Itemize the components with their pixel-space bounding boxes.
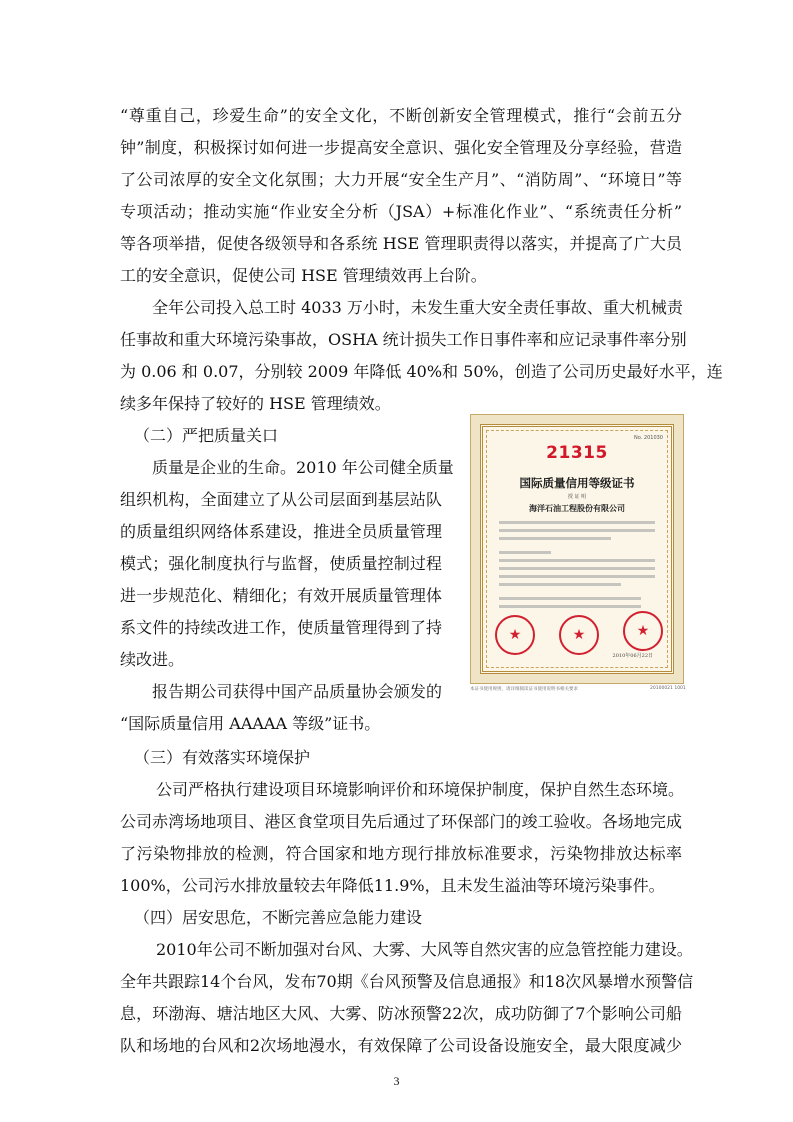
text-line: 为 0.06 和 0.07，分别较 2009 年降低 40%和 50%，创造了公司历史最好水平，连	[120, 362, 723, 381]
certificate-frame	[480, 424, 674, 674]
text-line: 续改进。	[120, 650, 185, 669]
certificate-text-line	[499, 583, 621, 586]
text-line: 100%，公司污水排放量较去年降低11.9%，且未发生溢油等环境污染事件。	[120, 876, 665, 895]
text-line: 2010年公司不断加强对台风、大雾、大风等自然灾害的应急管控能力建设。	[156, 940, 693, 959]
certificate-text-line	[499, 529, 655, 532]
text-line: 进一步规范化、精细化；有效开展质量管理体	[120, 586, 442, 605]
text-line: “国际质量信用 AAAAA 等级”证书。	[120, 714, 381, 733]
certificate-title: 国际质量信用等级证书	[519, 476, 635, 490]
certificate-text-line	[499, 567, 655, 570]
certificate-subtitle: 授 证 明	[567, 494, 587, 500]
certificate-text-line	[499, 597, 641, 600]
text-line: 续多年保持了较好的 HSE 管理绩效。	[120, 394, 391, 413]
text-line: 报告期公司获得中国产品质量协会颁发的	[152, 682, 442, 701]
text-line: “尊重自己，珍爱生命”的安全文化，不断创新安全管理模式，推行“会前五分	[120, 106, 682, 125]
section-heading-environment: （三）有效落实环境保护	[134, 748, 311, 767]
certificate-text-line	[499, 575, 655, 578]
certificate-serial: 20100021 1001	[650, 686, 686, 691]
page-number: 3	[393, 1074, 400, 1088]
certificate-text-line	[499, 551, 551, 554]
text-line: 公司赤湾场地项目、港区食堂项目先后通过了环保部门的竣工验收。各场地完成	[120, 812, 682, 831]
seal-stamp-icon: ★	[623, 611, 663, 651]
text-line: 系文件的持续改进工作，使质量管理得到了持	[120, 618, 442, 637]
seal-stamp-icon: ★	[495, 615, 535, 655]
text-line: 公司严格执行建设项目环境影响评价和环境保护制度，保护自然生态环境。	[156, 780, 685, 799]
section-heading-emergency: （四）居安思危，不断完善应急能力建设	[134, 908, 423, 927]
text-line: 钟”制度，积极探讨如何进一步提高安全意识、强化安全管理及分享经验，营造	[120, 138, 682, 157]
certificate-text-line	[499, 605, 641, 608]
certificate-text-line	[499, 537, 611, 540]
text-line: 息，环渤海、塘沽地区大风、大雾、防冰预警22次，成功防御了7个影响公司船	[120, 1004, 682, 1023]
certificate-text-line	[499, 559, 655, 562]
certificate-company: 海洋石油工程股份有限公司	[529, 503, 625, 513]
text-line: 质量是企业的生命。2010 年公司健全质量	[152, 458, 454, 477]
seal-stamp-icon: ★	[559, 615, 599, 655]
text-line: 全年公司投入总工时 4033 万小时，未发生重大安全责任事故、重大机械责	[152, 298, 683, 317]
quality-certificate-image	[470, 414, 684, 684]
certificate-date: 2010年06月22日	[612, 653, 653, 659]
text-line: 的质量组织网络体系建设，推进全员质量管理	[120, 522, 442, 541]
text-line: 专项活动；推动实施“作业安全分析（JSA）+标准化作业”、“系统责任分析”	[120, 202, 682, 221]
text-line: 工的安全意识，促使公司 HSE 管理绩效再上台阶。	[120, 266, 487, 285]
text-line: 了公司浓厚的安全文化氛围；大力开展“安全生产月”、“消防周”、“环境日”等	[120, 170, 682, 189]
text-line: 等各项举措，促使各级领导和各系统 HSE 管理职责得以落实，并提高了广大员	[120, 234, 682, 253]
certificate-logo: 21315	[546, 443, 608, 463]
text-line: 队和场地的台风和2次场地漫水，有效保障了公司设备设施安全，最大限度减少	[120, 1036, 682, 1055]
text-line: 任事故和重大环境污染事故，OSHA 统计损失工作日事件率和应记录事件率分别	[120, 330, 687, 349]
section-heading-quality: （二）严把质量关口	[134, 426, 279, 445]
text-line: 组织机构，全面建立了从公司层面到基层站队	[120, 490, 442, 509]
certificate-text-line	[499, 521, 655, 524]
certificate-number: No. 201030	[634, 435, 663, 441]
text-line: 了污染物排放的检测，符合国家和地方现行排放标准要求，污染物排放达标率	[120, 844, 682, 863]
certificate-caption: 本证书使用规则，请详细阅读证书使用说明书相关要求	[470, 687, 578, 692]
text-line: 模式；强化制度执行与监督，使质量控制过程	[120, 554, 442, 573]
text-line: 全年共跟踪14个台风，发布70期《台风预警及信息通报》和18次风暴增水预警信	[120, 972, 694, 991]
